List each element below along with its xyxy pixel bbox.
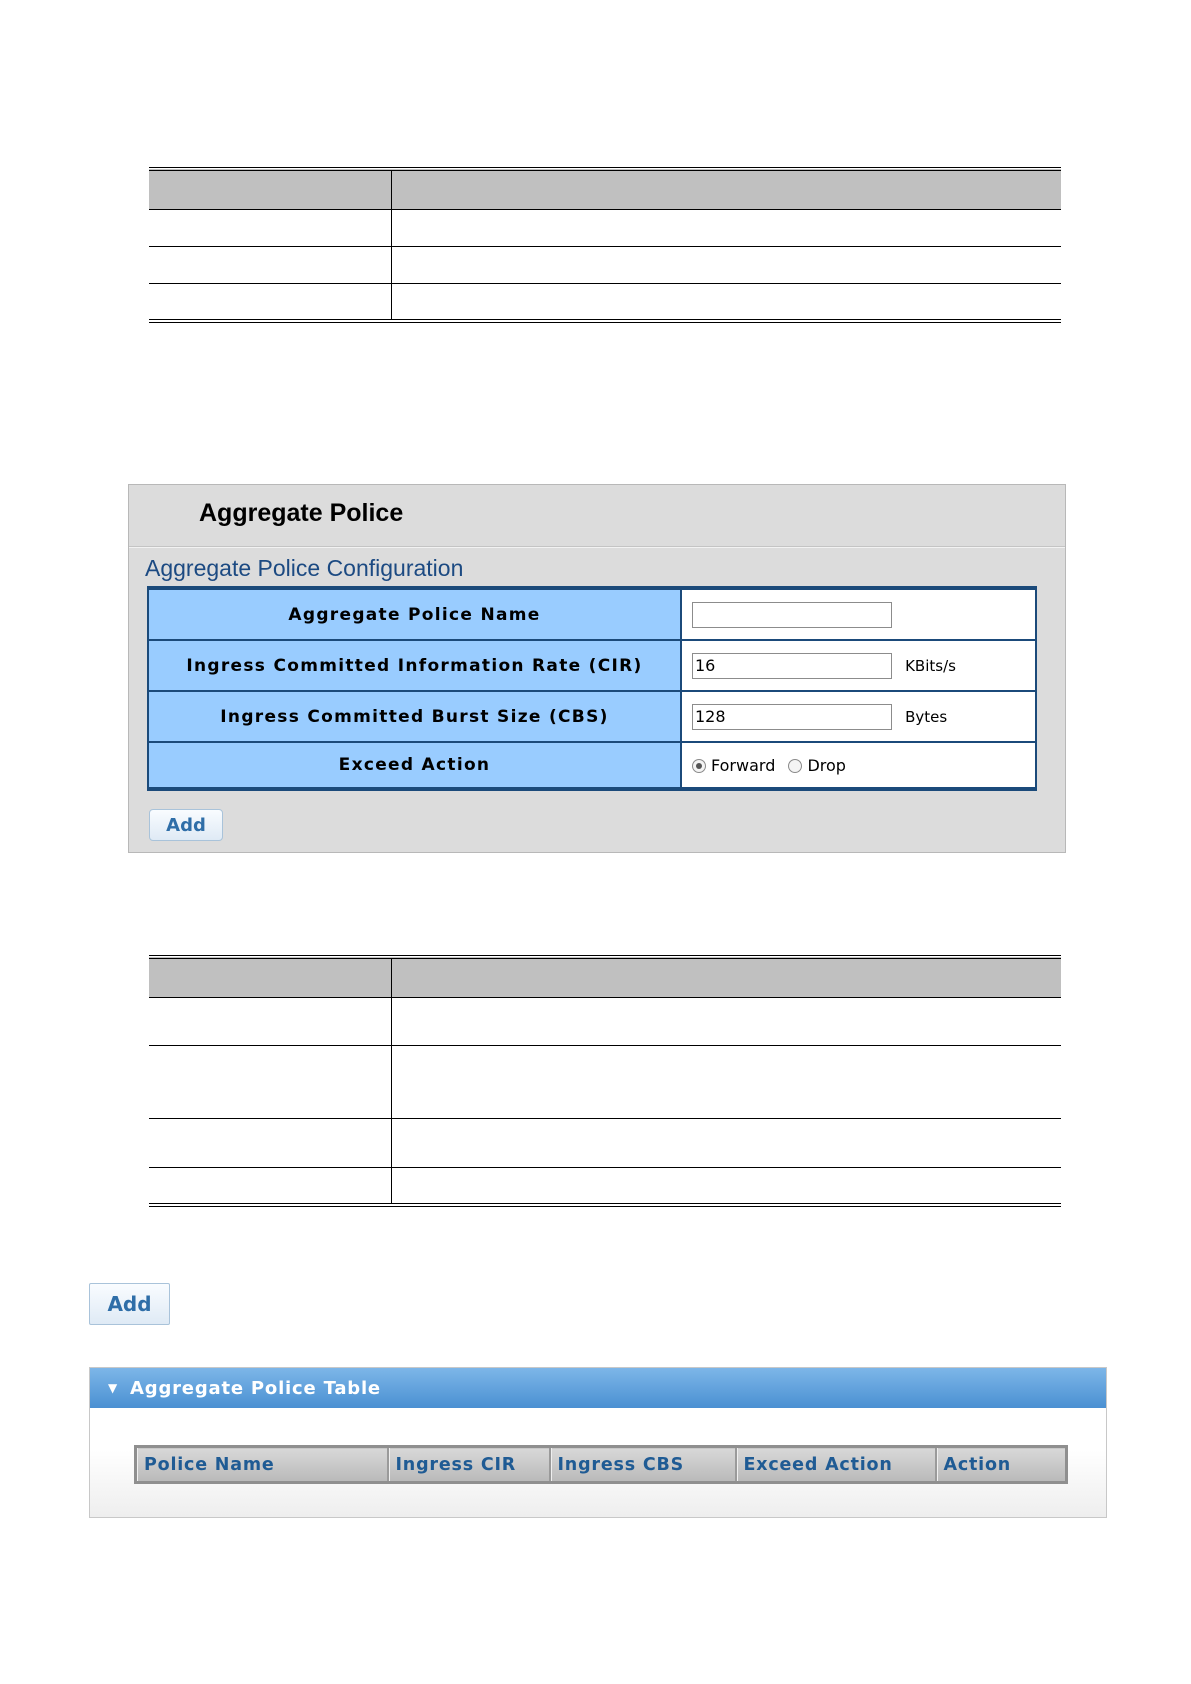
table-row <box>149 284 1061 321</box>
table-row <box>149 210 1061 247</box>
table-row <box>149 1119 1061 1168</box>
col-ingress-cbs: Ingress CBS <box>550 1447 736 1483</box>
config-row-exceed <box>148 742 1036 789</box>
aggregate-police-panel <box>128 484 1066 853</box>
config-table <box>147 586 1037 791</box>
table-row <box>149 247 1061 284</box>
table-header-row <box>149 169 1061 210</box>
col-exceed-action: Exceed Action <box>736 1447 936 1483</box>
page-title: Aggregate Police <box>199 499 404 527</box>
forward-radio[interactable] <box>692 759 706 773</box>
exceed-label: Exceed Action <box>148 742 681 789</box>
table-row <box>149 998 1061 1046</box>
police-table-header <box>136 1447 1067 1483</box>
cir-label: Ingress Committed Information Rate (CIR) <box>148 640 681 691</box>
add-button[interactable]: Add <box>89 1283 170 1325</box>
title-divider <box>129 546 1065 548</box>
cbs-unit: Bytes <box>905 707 948 726</box>
cir-input[interactable] <box>692 653 892 679</box>
table-panel-header[interactable] <box>90 1368 1106 1408</box>
config-row-cbs <box>148 691 1036 742</box>
table-header-row <box>149 957 1061 998</box>
doc-table-top <box>149 167 1061 323</box>
cbs-label: Ingress Committed Burst Size (CBS) <box>148 691 681 742</box>
police-name-input[interactable] <box>692 602 892 628</box>
config-row-name <box>148 588 1036 640</box>
forward-radio-label[interactable]: Forward <box>711 756 776 775</box>
aggregate-police-table-panel <box>89 1367 1107 1518</box>
doc-table-bottom <box>149 955 1061 1207</box>
table-row <box>149 1168 1061 1205</box>
cbs-input[interactable] <box>692 704 892 730</box>
config-row-cir <box>148 640 1036 691</box>
col-police-name: Police Name <box>136 1447 388 1483</box>
drop-radio[interactable] <box>788 759 802 773</box>
table-panel-title: Aggregate Police Table <box>130 1377 381 1399</box>
section-title: Aggregate Police Configuration <box>145 555 464 581</box>
police-table <box>134 1445 1068 1484</box>
panel-add-button[interactable]: Add <box>149 809 223 841</box>
collapse-arrow-icon[interactable]: ▼ <box>108 1381 119 1395</box>
table-row <box>149 1046 1061 1119</box>
drop-radio-label[interactable]: Drop <box>807 756 846 775</box>
col-action: Action <box>936 1447 1067 1483</box>
cir-unit: KBits/s <box>905 656 956 675</box>
col-ingress-cir: Ingress CIR <box>388 1447 550 1483</box>
name-label: Aggregate Police Name <box>148 588 681 640</box>
